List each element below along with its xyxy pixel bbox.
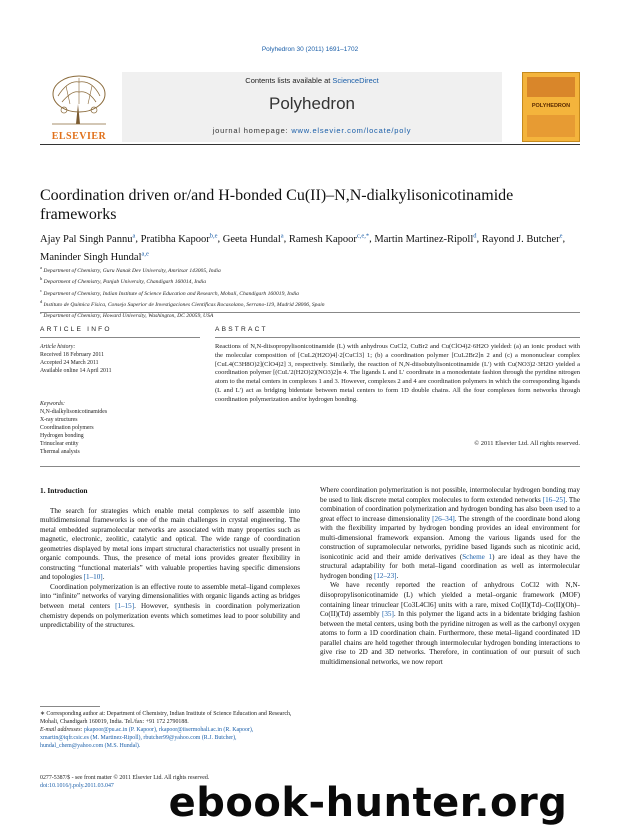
paragraph: Where coordination polymerization is not possible, intermolecular hydrogen bonding may be used to link discrete metal complex molecules to form extended networks [16–25]. The combination of coordination polymerization and hydrogen bonding has also been used to a great effect to increase dimensionality [26–34]. The strength of the coordinate bond along with the flexibility imparted by hydrogen bonding provides an ideal environment for multi-dimensional framework expansion. Among the various ligands used for the construction of supramolecular networks, pyridine based ligands such as nicotinic acid, isonicotinic acid and their amide derivatives (Scheme 1) are ideal as they have the structural adaptability for both metal–ligand coordination as well as intermolecular hydrogen bonding [12–23].	[320, 486, 581, 580]
affiliation: $^d$ Instituto de Química Física, Consejo Superior de Investigaciones Científicas Rocasolano, Serrano-119, Madrid 28006, Spain	[40, 298, 325, 308]
affiliation: $^c$ Department of Chemistry, Indian Institute of Science Education and Research, Mohali, Chandigarh 160019, India	[40, 287, 299, 297]
footnote-rule	[40, 706, 100, 707]
section-divider	[40, 312, 580, 313]
paragraph: We have recently reported the reaction of anhydrous CoCl2 with N,N-diisopropylisonicotinamide (L) which yielded a metal–organic framework (MOF) containing linear trinuclear [Co3L4Cl6] units with a rare, mixed Co(II)(Td)–Co(II)(Oh)–Co(II)(Td) assembly [35]. In this polymer the ligand acts in a bidentate bridging fashion between the metal centers, using both the pyridine nitrogen as well as the carbonyl oxygen atoms to form a 1D coordination chain. Furthermore, these metal–ligand coordinated 1D parallel chains are held together through intermolecular hydrogen bonding interactions to give rise to 2D and 3D networks. Therefore, in continuation of our pursuit of such multidimensional networks, we now report	[320, 581, 580, 666]
author[interactable]: Ajay Pal Singh Pannu$^a$	[40, 232, 136, 245]
keyword: Trinuclear entity	[40, 441, 79, 447]
reference-link[interactable]: [12–23]	[373, 571, 397, 580]
journal-homepage	[122, 126, 502, 135]
reference-link[interactable]: [1–10]	[83, 573, 103, 582]
author[interactable]: Ramesh Kapoor$^{c,e,*}$	[288, 232, 370, 245]
article-history	[40, 343, 200, 375]
online-date: Available online 14 April 2011	[40, 368, 112, 374]
paragraph: Coordination polymerization is an effective route to assemble metal–ligand complexes into “infinite” networks of varying dimensionalities with organic ligands acting as bridges between metal centers [1–15]. However, synthesis in coordination polymerization chemistry depends on polymerization events which sometimes lead to poor solubility and unpredictability of the structures.	[40, 582, 301, 630]
contents-box	[122, 72, 502, 142]
corresponding-author-note: ∗ Corresponding author at: Department of Chemistry, Indian Institute of Science Education and Research, Mohali, Chandigarh 160019, India. Tel./fax: +91 172 2790188.	[40, 711, 292, 725]
accepted-date: Accepted 24 March 2011	[40, 360, 99, 366]
keyword: N,N-dialkylisonicotinamides	[40, 409, 108, 415]
cover-title: POLYHEDRON	[531, 103, 571, 109]
reference-link[interactable]: [26–34]	[432, 514, 455, 523]
homepage-prefix: journal homepage:	[212, 126, 292, 135]
author[interactable]: Rayond J. Butcher$^e$	[481, 232, 563, 245]
email-label: E-mail addresses:	[40, 727, 84, 733]
abstract-rule	[215, 337, 580, 338]
abstract-text: Reactions of N,N-diisopropylisonicotinamide (L) with anhydrous CuCl2, CuBr2 and Cu(ClO4)2·6H2O yielded: (a) an ionic product with the molecular composition of [CuL2(H2O)4]·2[CuCl3] 1; (b) a coordination polymer [CuL2Br2]n 2 and (c) a mononuclear complex [CuL4(C3H8O)2](ClO4)2] 3, respectively. Similarly, the reaction of N,N-diisobutylisonicotinamide (L′) with Cu(NO3)2·3H2O yielded a coordination polymer [(CuL′2(H2O)2)(NO3)2]n 4. The ligands L and L′ coordinate in a monodentate fashion through the pyridine nitrogen atom to the metal centers in complexes 1 and 3. However, complexes 2 and 4 are coordination polymers in which the corresponding ligands (L and L′) act as bridging bidentate between metal centers to form 1D double chains. All the four complexes form networks through coordination polymerization and/or hydrogen bonding.	[215, 343, 580, 403]
abstract-copyright: © 2011 Elsevier Ltd. All rights reserved.	[474, 440, 580, 447]
watermark: ebook-hunter.org	[168, 780, 568, 826]
author[interactable]: Geeta Hundal$^a$	[222, 232, 284, 245]
body-column-right	[320, 486, 580, 667]
elsevier-tree-icon	[48, 74, 110, 126]
journal-cover	[522, 72, 580, 142]
article-title: Coordination driven or/and H-bonded Cu(II)–N,N-dialkylisonicotinamide frameworks	[40, 187, 514, 223]
sciencedirect-link[interactable]: ScienceDirect	[332, 76, 379, 85]
author[interactable]: Martin Martinez-Ripoll$^d$	[374, 232, 477, 245]
affiliation: $^e$ Department of Chemistry, Howard University, Washington, DC 20059, USA	[40, 310, 214, 319]
author[interactable]: Pratibha Kapoor$^{b,e}$	[140, 232, 218, 245]
body-divider	[40, 466, 580, 467]
article-info-rule	[40, 337, 200, 338]
keyword: X-ray structures	[40, 417, 78, 423]
history-label: Article history:	[40, 344, 76, 350]
elsevier-logo	[40, 72, 118, 142]
introduction-heading: 1. Introduction	[40, 486, 88, 495]
keywords	[40, 400, 200, 456]
paragraph: The search for strategies which enable metal complexes to self assemble into multidimensional frameworks is one of the main challenges in crystal engineering. The metal embedded supramolecular networks are associated with many properties such as magnetic, electronic, zeolitic, catalytic and optical. The wide range of coordination geometries displayed by metal ions impart structural characteristics not usually present in organic compounds. Thus, the presence of metal ions provides greater flexibility in constructing “functional materials” with valuable properties having specific dimensions and topologies [1–10].	[40, 506, 300, 582]
keyword: Hydrogen bonding	[40, 433, 84, 439]
reference-link[interactable]: [16–25]	[542, 495, 566, 504]
contents-availability	[122, 76, 502, 85]
received-date: Received 18 February 2011	[40, 352, 105, 358]
keyword: Thermal analysis	[40, 449, 80, 455]
doi-link[interactable]: doi:10.1016/j.poly.2011.03.047	[40, 783, 114, 789]
affiliation: $^a$ Department of Chemistry, Guru Nanak Dev University, Amritsar 143005, India	[40, 265, 221, 274]
footnotes	[40, 710, 300, 750]
keywords-label: Keywords:	[40, 401, 65, 407]
issn-line: 0277-5387/$ - see front matter © 2011 Elsevier Ltd. All rights reserved.	[40, 775, 210, 781]
abstract-heading: ABSTRACT	[215, 326, 268, 333]
reference-link[interactable]: [1–15]	[115, 602, 135, 611]
journal-citation: Polyhedron 30 (2011) 1691–1702	[261, 46, 359, 53]
article-info-heading: ARTICLE INFO	[40, 326, 112, 333]
author[interactable]: Maninder Singh Hundal$^{a,e}$	[40, 250, 149, 263]
email-links[interactable]: pkapoor@pu.ac.in (P. Kapoor), rkapoor@iisermohali.ac.in (R. Kapoor), xmartin@iqfr.csic.es (M. Martinez-Ripoll), rbutcher99@yahoo.com (R.J. Butcher), hundal_chem@yahoo.com (M.S. Hundal).	[40, 727, 254, 749]
journal-name: Polyhedron	[268, 94, 355, 113]
journal-masthead	[40, 72, 580, 145]
reference-link[interactable]: [35]	[381, 610, 394, 619]
elsevier-wordmark: ELSEVIER	[51, 131, 107, 142]
author-list: Ajay Pal Singh Pannu$^a$, Pratibha Kapoor$^{b,e}$, Geeta Hundal$^a$, Ramesh Kapoor$^{c,e,*}$, Martin Martinez-Ripoll$^d$, Rayond J. Butcher$^e$, Maninder Singh Hundal$^{a,e}$	[40, 232, 566, 263]
scheme-link[interactable]: Scheme 1	[462, 552, 493, 561]
affiliation: $^b$ Department of Chemistry, Panjab University, Chandigarh 160014, India	[40, 276, 207, 286]
homepage-link[interactable]: www.elsevier.com/locate/poly	[291, 126, 412, 135]
cover-band-top	[527, 77, 575, 97]
keyword: Coordination polymers	[40, 425, 94, 431]
cover-band-bottom	[527, 115, 575, 137]
email-addresses	[40, 726, 300, 750]
contents-prefix: Contents lists available at	[245, 76, 333, 85]
body-column-left	[40, 486, 300, 631]
